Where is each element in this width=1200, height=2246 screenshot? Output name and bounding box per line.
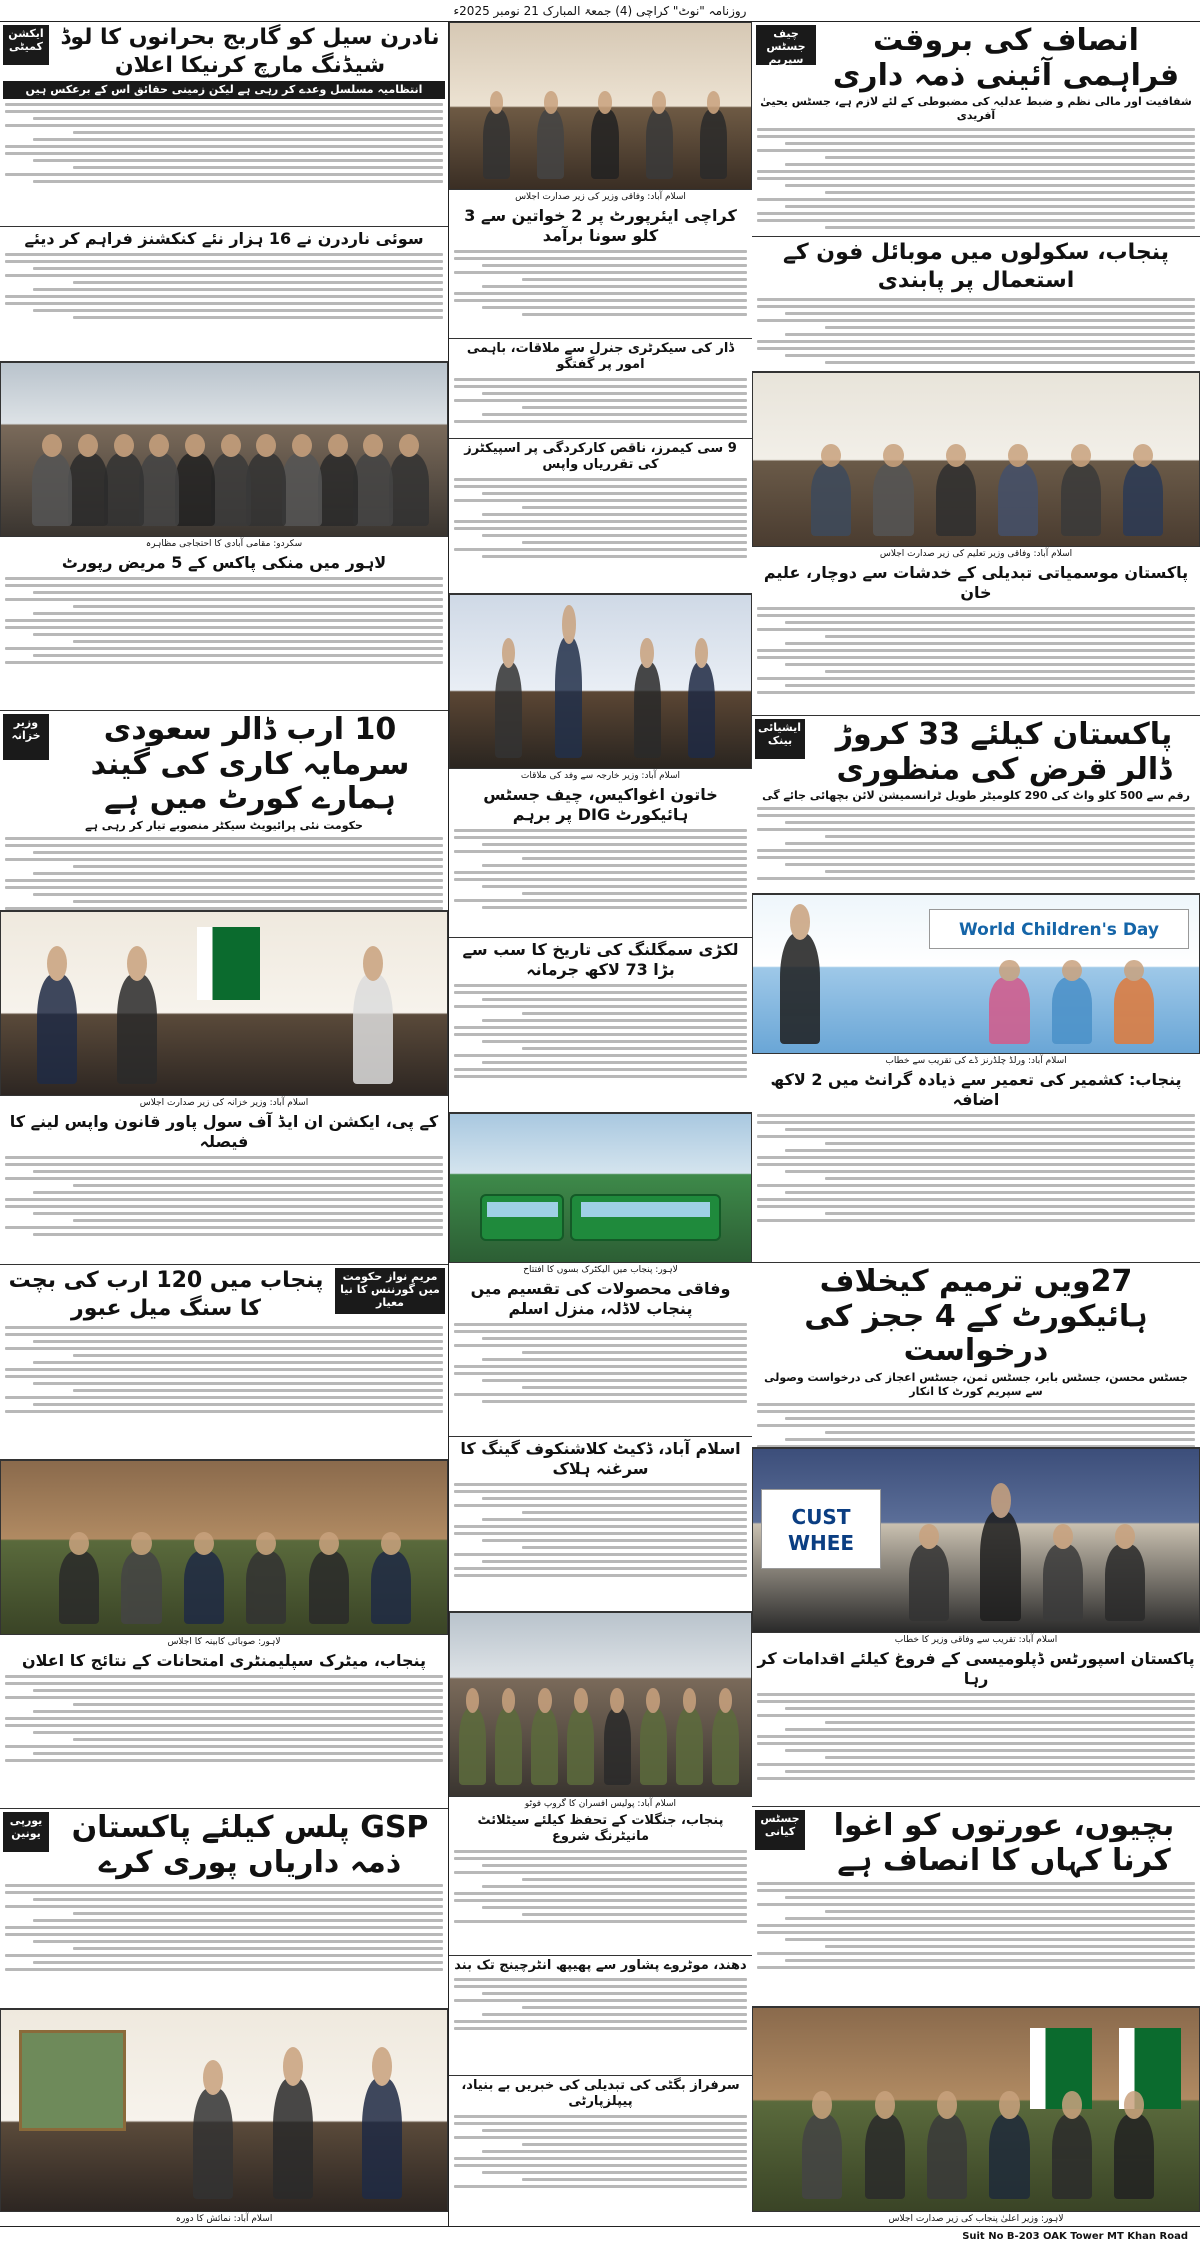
article-body — [755, 128, 1197, 229]
dig-story — [449, 783, 752, 938]
masthead: روزنامہ "نوٹ" کراچی (4) جمعۃ المبارک 21 نومبر 2025ء — [0, 0, 1200, 22]
article-body — [3, 1326, 445, 1413]
headline: انصاف کی بروقت فراہمی آئینی ذمہ داری — [832, 23, 1180, 93]
adb-loan-story — [752, 716, 1200, 894]
headline: اسلام آباد، ڈکیٹ کلاشنکوف گینگ کا سرغنہ ہلاک — [460, 1439, 741, 1478]
provincial-cabinet-photo — [0, 1460, 448, 1635]
motorway-fog-story — [449, 1956, 752, 2076]
exhibition-photo — [0, 2009, 448, 2212]
subheadline: انتظامیہ مسلسل وعدے کر رہی ہے لیکن زمینی حقائق اس کے برعکس ہیں — [3, 81, 445, 99]
headline: پنجاب، میٹرک سپلیمنٹری امتحانات کے نتائج کا اعلان — [21, 1651, 427, 1670]
photo-caption: اسلام آباد: پولیس افسران کا گروپ فوٹو — [449, 1797, 752, 1812]
headline: 9 سی کیمرز، ناقص کارکردگی پر اسپیکٹرز کی تقرریاں واپس — [464, 441, 737, 473]
story-tag: ایکشن کمیٹی — [3, 25, 49, 65]
article-body — [452, 1323, 749, 1403]
footer — [0, 2226, 1200, 2246]
photo-caption: لاہور: پنجاب میں الیکٹرک بسوں کا افتتاح — [449, 1263, 752, 1278]
saudi-investment-story — [0, 711, 448, 911]
article-body — [755, 1882, 1197, 1969]
headline: لاہور میں منکی پاکس کے 5 مریض رپورٹ — [61, 553, 387, 572]
headline: بچیوں، عورتوں کو اغوا کرنا کہاں کا انصاف ہے — [833, 1808, 1175, 1878]
subheadline: رقم سے 500 کلو واٹ کی 290 کلومیٹر طویل ٹرانسمیشن لائن بچھائی جائے گی — [762, 789, 1190, 802]
headline: نادرن سیل کو گاربج بحرانوں کا لوڈ شیڈنگ مارچ کرنیکا اعلان — [60, 25, 440, 78]
headline: پنجاب، سکولوں میں موبائل فون کے استعمال پر پابندی — [782, 240, 1170, 293]
justice-kiani-story — [752, 1807, 1200, 2007]
headline: پنجاب، جنگلات کے تحفظ کیلئے سیٹلائٹ مانیٹرنگ شروع — [477, 1813, 724, 1845]
article-body — [3, 253, 445, 319]
article-body — [755, 1403, 1197, 1448]
photo-caption: اسلام آباد: وفاقی وزیر تعلیم کی زیر صدارت اجلاس — [752, 547, 1200, 562]
subheadline: شفافیت اور مالی نظم و ضبط عدلیہ کی مضبوطی کے لئے لازم ہے، جسٹس یحییٰ آفریدی — [760, 95, 1192, 123]
airport-gold-story — [449, 204, 752, 339]
punjab-savings-story — [0, 1265, 448, 1460]
police-group-photo — [449, 1612, 752, 1797]
electric-bus-photo — [449, 1113, 752, 1263]
article-body — [3, 837, 445, 910]
footer-address: Suit No B-203 OAK Tower MT Khan Road — [962, 2231, 1188, 2242]
article-body — [452, 1850, 749, 1923]
grant-increase-story — [752, 1068, 1200, 1263]
headline: پاکستان کیلئے 33 کروڑ ڈالر قرض کی منظوری — [835, 717, 1173, 787]
headline: 10 ارب ڈالر سعودی سرمایہ کاری کی گیند ہمارے کورٹ میں ہے — [90, 712, 410, 816]
article-body — [755, 1114, 1197, 1222]
gsp-plus-story — [0, 1809, 448, 2009]
headline: پاکستان موسمیاتی تبدیلی کے خدشات سے دوچار، علیم خان — [763, 563, 1189, 602]
headline: پنجاب: کشمیر کی تعمیر سے ذیادہ گرانٹ میں 2 لاکھ اضافہ — [770, 1070, 1182, 1109]
article-body — [452, 984, 749, 1078]
forest-monitoring-story — [449, 1811, 752, 1956]
story-tag: چیف جسٹس سپریم کورٹ — [756, 25, 816, 65]
kp-civil-power-story — [0, 1110, 448, 1265]
sports-diplomacy-story — [752, 1647, 1200, 1807]
headline: لکڑی سمگلنگ کی تاریخ کا سب سے بڑا 73 لاکھ جرمانہ — [462, 940, 739, 979]
photo-caption: اسلام آباد: ورلڈ چلڈرنز ڈے کی تقریب سے خطاب — [752, 1054, 1200, 1069]
matric-results-story — [0, 1649, 448, 1809]
ceremony-photo — [752, 1448, 1200, 1633]
event-banner: CUST WHEE — [761, 1489, 881, 1569]
headline: پنجاب میں 120 ارب کی بچت کا سنگ میل عبور — [8, 1268, 324, 1321]
lead-story-justice — [752, 22, 1200, 237]
photo-caption: سکردو: مقامی آبادی کا احتجاجی مظاہرہ — [0, 537, 448, 552]
childrens-day-photo — [752, 894, 1200, 1054]
article-body — [452, 250, 749, 316]
meeting-photo — [752, 372, 1200, 547]
photo-caption: اسلام آباد: وزیر خارجہ سے وفد کی ملاقات — [449, 769, 752, 784]
article-body — [452, 478, 749, 558]
headline: وفاقی محصولات کی تقسیم میں پنجاب لاڈلہ، منزل اسلم — [470, 1279, 731, 1318]
article-body — [3, 1884, 445, 1971]
article-body — [452, 2115, 749, 2188]
headline: کے پی، ایکشن ان ایڈ آف سول پاور قانون واپس لینے کا فیصلہ — [9, 1112, 439, 1151]
headline: خاتون اغواکیس، چیف جسٹس ہائیکورٹ DIG پر برہم — [483, 785, 718, 824]
article-body — [755, 1693, 1197, 1780]
headline: پاکستان اسپورٹس ڈپلومیسی کے فروغ کیلئے اقدامات کر رہا — [757, 1649, 1195, 1688]
headline: کراچی ایئرپورٹ پر 2 خواتین سے 3 کلو سونا برآمد — [464, 206, 737, 245]
sui-northern-story — [0, 227, 448, 362]
article-body — [755, 807, 1197, 880]
headline: GSP پلس کیلئے پاکستان ذمہ داریاں پوری کرے — [71, 1810, 429, 1880]
subheadline: جسٹس محسن، جسٹس بابر، جسٹس ثمن، جسٹس اعجاز کی درخواست وصولی سے سپریم کورٹ کا انکار — [764, 1370, 1188, 1398]
dar-meeting-story — [449, 339, 752, 439]
story-tag: وزیر خزانہ — [3, 714, 49, 760]
cameras-story — [449, 439, 752, 594]
headline: 27ویں ترمیم کیخلاف ہائیکورٹ کے 4 ججز کی درخواست — [804, 1264, 1148, 1368]
article-body — [452, 378, 749, 423]
article-body — [452, 1978, 749, 2030]
subheadline: حکومت نئی پرائیویٹ سیکٹر منصوبے تیار کر رہی ہے — [85, 818, 363, 832]
protest-photo — [0, 362, 448, 537]
revenue-distribution-story — [449, 1277, 752, 1437]
article-body — [3, 1675, 445, 1762]
gang-leader-story — [449, 1437, 752, 1612]
article-body — [452, 1483, 749, 1577]
headline: سوئی ناردرن نے 16 ہزار نئے کنکشنز فراہم کر دیئے — [24, 229, 424, 248]
climate-story — [752, 561, 1200, 716]
story-tag: مریم نواز حکومت میں گورننس کا نیا معیار — [335, 1268, 445, 1314]
article-body — [755, 607, 1197, 694]
headline: ڈار کی سیکرٹری جنرل سے ملاقات، باہمی امور پر گفتگو — [466, 341, 735, 373]
article-body — [3, 1156, 445, 1236]
foreign-minister-photo — [449, 594, 752, 769]
ppp-story — [449, 2076, 752, 2226]
lead-story-action-committee — [0, 22, 448, 227]
headline: دھند، موٹروے پشاور سے پھیپھ انٹرچینج تک بند — [454, 1958, 747, 1973]
timber-smuggling-story — [449, 938, 752, 1113]
story-tag: ایشیائی بینک — [755, 719, 805, 759]
mobile-ban-story — [752, 237, 1200, 372]
headline: سرفراز بگٹی کی تبدیلی کی خبریں بے بنیاد، پیپلزپارٹی — [461, 2078, 740, 2110]
cabinet-meeting-photo — [752, 2007, 1200, 2212]
mpox-story — [0, 551, 448, 711]
article-body — [452, 829, 749, 909]
photo-caption: اسلام آباد: وزیر خزانہ کی زیر صدارت اجلاس — [0, 1096, 448, 1111]
photo-caption: اسلام آباد: وفاقی وزیر کی زیر صدارت اجلاس — [449, 190, 752, 205]
photo-caption: اسلام آباد: تقریب سے وفاقی وزیر کا خطاب — [752, 1633, 1200, 1648]
meeting-photo — [449, 22, 752, 190]
judges-petition-story — [752, 1263, 1200, 1448]
article-body — [755, 298, 1197, 364]
story-tag: جسٹس کیانی — [755, 1810, 805, 1850]
photo-caption: لاہور: صوبائی کابینہ کا اجلاس — [0, 1635, 448, 1650]
article-body — [3, 577, 445, 664]
photo-caption: لاہور: وزیر اعلیٰ پنجاب کی زیر صدارت اجلاس — [752, 2212, 1200, 2227]
article-body — [3, 103, 445, 183]
finance-meeting-photo — [0, 911, 448, 1096]
event-banner: World Children's Day — [929, 909, 1189, 949]
story-tag: یورپی یونین — [3, 1812, 49, 1852]
photo-caption: اسلام آباد: نمائش کا دورہ — [0, 2212, 448, 2227]
